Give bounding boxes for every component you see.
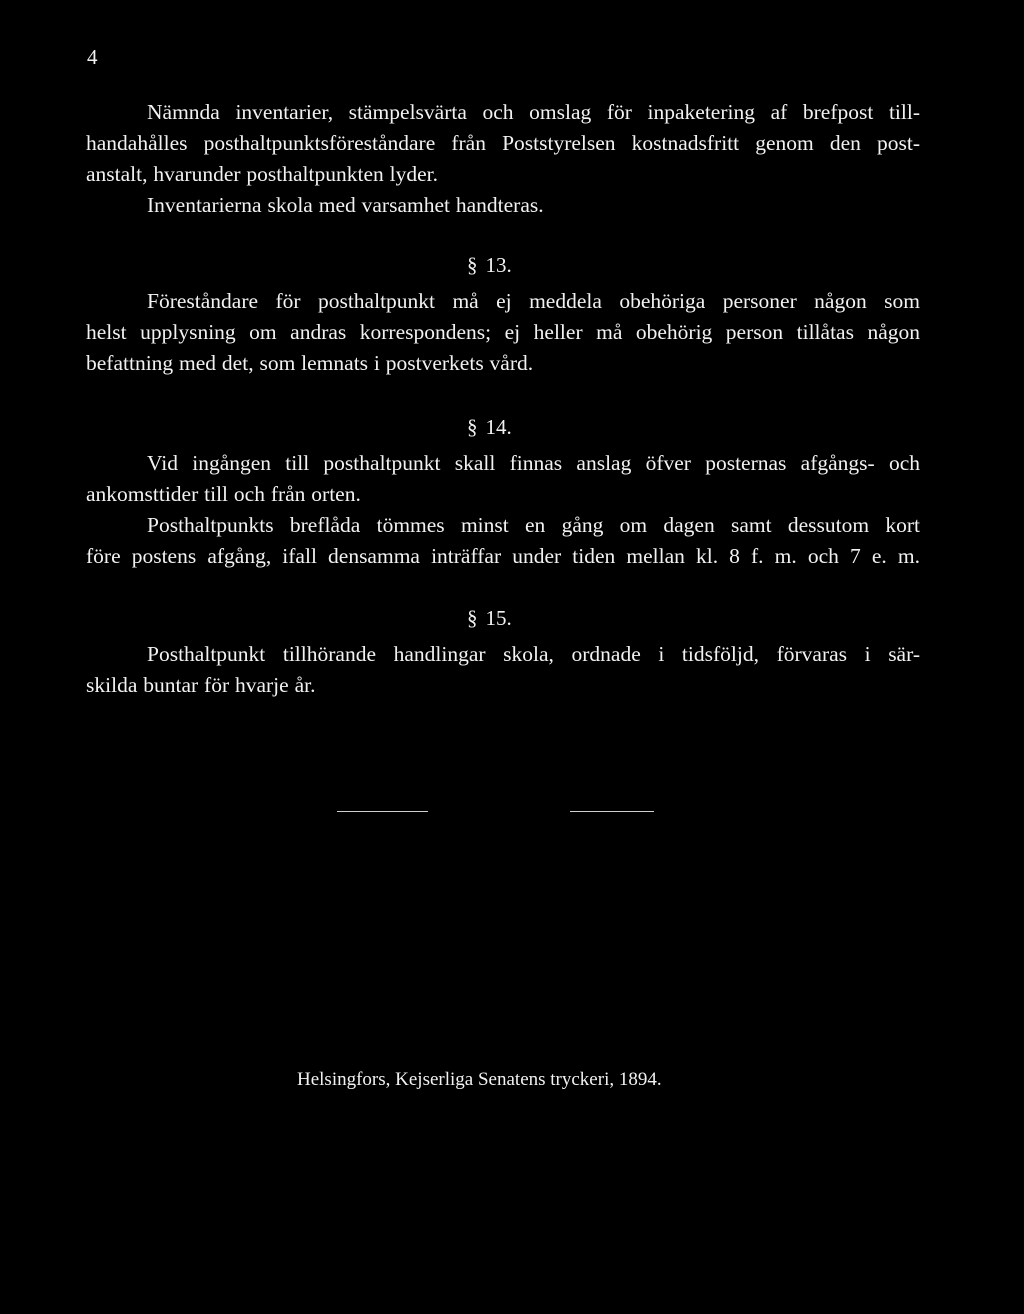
section-number: 15. — [485, 606, 512, 630]
intro-line-3: anstalt, hvarunder posthaltpunkten lyder. — [86, 162, 438, 186]
intro-line-4: Inventarierna skola med varsamhet handteras. — [147, 193, 544, 217]
section-number: 13. — [485, 253, 512, 277]
section-13-line-2: helst upplysning om andras korrespondens; ej heller må obehörig person tillåtas någon — [86, 320, 920, 344]
end-rule-right — [570, 811, 654, 812]
section-13-line-3: befattning med det, som lemnats i postverkets vård. — [86, 351, 534, 375]
printer-imprint: Helsingfors, Kejserliga Senatens tryckeri, 1894. — [297, 1069, 662, 1090]
section-heading-14 — [467, 414, 512, 440]
section-number: 14. — [485, 415, 512, 439]
section-heading-15 — [467, 605, 512, 631]
section-13-line-1: Föreståndare för posthaltpunkt må ej meddela obehöriga personer någon som — [147, 289, 920, 313]
section-15-line-2: skilda buntar för hvarje år. — [86, 673, 316, 697]
section-sign: § — [467, 415, 478, 439]
section-14-line-4: före postens afgång, ifall densamma inträffar under tiden mellan kl. 8 f. m. och 7 e. m. — [86, 544, 920, 568]
section-14-line-3: Posthaltpunkts breflåda tömmes minst en gång om dagen samt dessutom kort — [147, 513, 920, 537]
section-sign: § — [467, 606, 478, 630]
section-14-line-1: Vid ingången till posthaltpunkt skall finnas anslag öfver posternas afgångs- och — [147, 451, 920, 475]
section-14-line-2: ankomsttider till och från orten. — [86, 482, 361, 506]
section-sign: § — [467, 253, 478, 277]
page-number: 4 — [87, 45, 98, 69]
section-heading-13 — [467, 252, 512, 278]
end-rule-left — [337, 811, 428, 812]
intro-line-1: Nämnda inventarier, stämpelsvärta och omslag för inpaketering af brefpost till- — [147, 100, 920, 124]
intro-line-2: handahålles posthaltpunktsföreståndare från Poststyrelsen kostnadsfritt genom den post- — [86, 131, 920, 155]
section-15-line-1: Posthaltpunkt tillhörande handlingar skola, ordnade i tidsföljd, förvaras i sär- — [147, 642, 920, 666]
